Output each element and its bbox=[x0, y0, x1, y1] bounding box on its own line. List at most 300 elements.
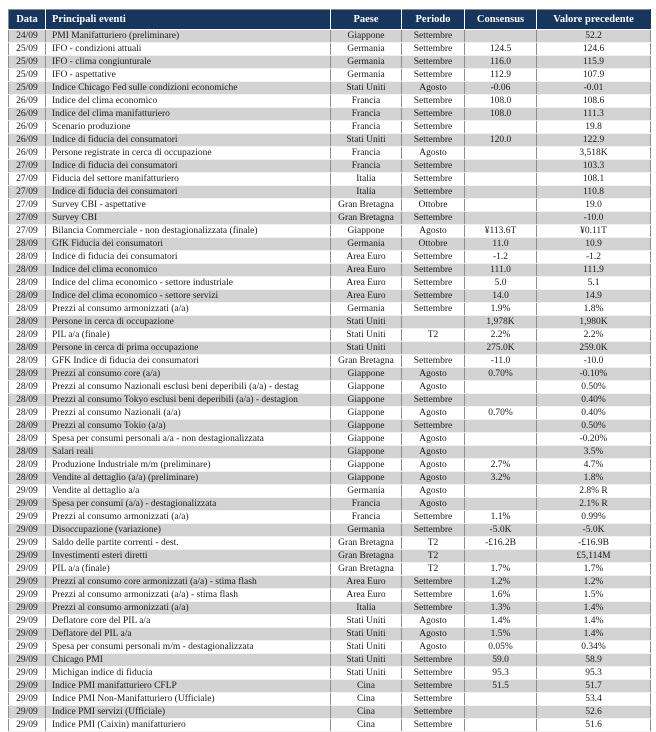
cell-event: Indice PMI Non-Manifatturiero (Ufficiale) bbox=[46, 693, 331, 706]
cell-country: Area Euro bbox=[331, 290, 402, 303]
cell-consensus: 59.0 bbox=[465, 654, 537, 667]
cell-consensus bbox=[465, 121, 537, 134]
cell-country: Giappone bbox=[331, 472, 402, 485]
cell-date: 28/09 bbox=[9, 394, 46, 407]
cell-date: 27/09 bbox=[9, 199, 46, 212]
cell-date: 29/09 bbox=[9, 576, 46, 589]
cell-country: Area Euro bbox=[331, 264, 402, 277]
cell-event: PIL a/a (finale) bbox=[46, 563, 331, 576]
cell-previous-value: -5.0K bbox=[537, 524, 651, 537]
cell-date: 25/09 bbox=[9, 82, 46, 95]
cell-country: Francia bbox=[331, 108, 402, 121]
cell-consensus: 0.05% bbox=[465, 641, 537, 654]
cell-period: T2 bbox=[402, 563, 465, 576]
cell-previous-value: 111.9 bbox=[537, 264, 651, 277]
table-row bbox=[9, 719, 651, 732]
cell-previous-value: -0.10% bbox=[537, 368, 651, 381]
cell-event: Bilancia Commerciale - non destagionalizzata (finale) bbox=[46, 225, 331, 238]
cell-consensus bbox=[465, 30, 537, 43]
cell-event: IFO - condizioni attuali bbox=[46, 43, 331, 56]
cell-country: Francia bbox=[331, 147, 402, 160]
cell-country: Giappone bbox=[331, 381, 402, 394]
cell-event: Prezzi al consumo Tokio (a/a) bbox=[46, 420, 331, 433]
cell-event: Prezzi al consumo core armonizzati (a/a) - stima flash bbox=[46, 576, 331, 589]
cell-event: Prezzi al consumo armonizzati (a/a) bbox=[46, 303, 331, 316]
cell-consensus: 11.0 bbox=[465, 238, 537, 251]
cell-country: Giappone bbox=[331, 30, 402, 43]
table-row bbox=[9, 693, 651, 706]
cell-country: Italia bbox=[331, 186, 402, 199]
cell-consensus bbox=[465, 498, 537, 511]
cell-period: Settembre bbox=[402, 602, 465, 615]
cell-previous-value: 122.9 bbox=[537, 134, 651, 147]
cell-event: Investimenti esteri diretti bbox=[46, 550, 331, 563]
cell-previous-value: 115.9 bbox=[537, 56, 651, 69]
cell-period: Agosto bbox=[402, 459, 465, 472]
table-row bbox=[9, 524, 651, 537]
economic-events-table bbox=[8, 9, 651, 732]
cell-consensus bbox=[465, 212, 537, 225]
table-row bbox=[9, 186, 651, 199]
table-row bbox=[9, 329, 651, 342]
cell-consensus: ¥113.6T bbox=[465, 225, 537, 238]
table-row bbox=[9, 628, 651, 641]
cell-event: Indice del clima economico - settore servizi bbox=[46, 290, 331, 303]
cell-previous-value: 19.8 bbox=[537, 121, 651, 134]
cell-event: Persone in cerca di occupazione bbox=[46, 316, 331, 329]
cell-country: Stati Uniti bbox=[331, 615, 402, 628]
table-row bbox=[9, 43, 651, 56]
cell-country: Giappone bbox=[331, 225, 402, 238]
cell-previous-value: 14.9 bbox=[537, 290, 651, 303]
cell-previous-value: 19.0 bbox=[537, 199, 651, 212]
cell-date: 29/09 bbox=[9, 654, 46, 667]
cell-previous-value: -10.0 bbox=[537, 212, 651, 225]
table-row bbox=[9, 355, 651, 368]
cell-date: 29/09 bbox=[9, 485, 46, 498]
cell-event: GFK Indice di fiducia dei consumatori bbox=[46, 355, 331, 368]
cell-event: Indice del clima economico - settore industriale bbox=[46, 277, 331, 290]
cell-period: Settembre bbox=[402, 524, 465, 537]
cell-date: 29/09 bbox=[9, 667, 46, 680]
cell-previous-value: 1.8% bbox=[537, 303, 651, 316]
cell-country: Italia bbox=[331, 602, 402, 615]
table-row bbox=[9, 407, 651, 420]
cell-event: Indice PMI servizi (Ufficiale) bbox=[46, 706, 331, 719]
cell-previous-value: 51.6 bbox=[537, 719, 651, 732]
cell-consensus: 51.5 bbox=[465, 680, 537, 693]
cell-period: Agosto bbox=[402, 641, 465, 654]
cell-period: T2 bbox=[402, 537, 465, 550]
cell-country: Giappone bbox=[331, 446, 402, 459]
table-row bbox=[9, 264, 651, 277]
cell-previous-value: 58.9 bbox=[537, 654, 651, 667]
cell-previous-value: -£16.9B bbox=[537, 537, 651, 550]
cell-previous-value: £5,114M bbox=[537, 550, 651, 563]
cell-consensus bbox=[465, 550, 537, 563]
cell-country: Stati Uniti bbox=[331, 134, 402, 147]
cell-previous-value: 3.5% bbox=[537, 446, 651, 459]
cell-country: Stati Uniti bbox=[331, 667, 402, 680]
table-row bbox=[9, 95, 651, 108]
cell-previous-value: 0.40% bbox=[537, 407, 651, 420]
cell-date: 27/09 bbox=[9, 212, 46, 225]
cell-date: 27/09 bbox=[9, 186, 46, 199]
cell-previous-value: 53.4 bbox=[537, 693, 651, 706]
cell-date: 26/09 bbox=[9, 95, 46, 108]
cell-consensus: 108.0 bbox=[465, 108, 537, 121]
table-row bbox=[9, 316, 651, 329]
table-row bbox=[9, 472, 651, 485]
cell-previous-value: 52.2 bbox=[537, 30, 651, 43]
table-row bbox=[9, 485, 651, 498]
cell-country: Cina bbox=[331, 719, 402, 732]
table-row bbox=[9, 589, 651, 602]
cell-consensus: 0.70% bbox=[465, 407, 537, 420]
cell-period: Settembre bbox=[402, 277, 465, 290]
cell-consensus: -£16.2B bbox=[465, 537, 537, 550]
cell-country: Stati Uniti bbox=[331, 641, 402, 654]
cell-date: 26/09 bbox=[9, 147, 46, 160]
cell-date: 28/09 bbox=[9, 251, 46, 264]
table-row bbox=[9, 459, 651, 472]
cell-country: Gran Bretagna bbox=[331, 550, 402, 563]
cell-previous-value: 1.2% bbox=[537, 576, 651, 589]
cell-consensus bbox=[465, 186, 537, 199]
cell-event: PIL a/a (finale) bbox=[46, 329, 331, 342]
cell-consensus: 1.4% bbox=[465, 615, 537, 628]
cell-country: Stati Uniti bbox=[331, 342, 402, 355]
table-row bbox=[9, 30, 651, 43]
cell-event: Spesa per consumi personali m/m - destagionalizzata bbox=[46, 641, 331, 654]
cell-period: Agosto bbox=[402, 472, 465, 485]
cell-consensus: 120.0 bbox=[465, 134, 537, 147]
cell-date: 29/09 bbox=[9, 589, 46, 602]
table-row bbox=[9, 433, 651, 446]
cell-period: Settembre bbox=[402, 693, 465, 706]
cell-consensus bbox=[465, 706, 537, 719]
cell-period: Ottobre bbox=[402, 199, 465, 212]
cell-date: 27/09 bbox=[9, 173, 46, 186]
cell-event: Salari reali bbox=[46, 446, 331, 459]
cell-consensus bbox=[465, 147, 537, 160]
cell-period: Settembre bbox=[402, 30, 465, 43]
table-row bbox=[9, 69, 651, 82]
cell-date: 29/09 bbox=[9, 719, 46, 732]
cell-period: Settembre bbox=[402, 95, 465, 108]
cell-event: Disoccupazione (variazione) bbox=[46, 524, 331, 537]
table-row bbox=[9, 368, 651, 381]
cell-consensus bbox=[465, 693, 537, 706]
table-row bbox=[9, 550, 651, 563]
cell-period: Agosto bbox=[402, 368, 465, 381]
table-row bbox=[9, 82, 651, 95]
cell-event: Produzione Industriale m/m (preliminare) bbox=[46, 459, 331, 472]
cell-country: Stati Uniti bbox=[331, 82, 402, 95]
cell-date: 26/09 bbox=[9, 134, 46, 147]
cell-previous-value: 0.50% bbox=[537, 381, 651, 394]
cell-event: Survey CBI bbox=[46, 212, 331, 225]
table-row bbox=[9, 238, 651, 251]
cell-previous-value: -0.20% bbox=[537, 433, 651, 446]
cell-previous-value: 2.2% bbox=[537, 329, 651, 342]
cell-country: Stati Uniti bbox=[331, 628, 402, 641]
cell-previous-value: 103.3 bbox=[537, 160, 651, 173]
table-row bbox=[9, 576, 651, 589]
cell-consensus: 112.9 bbox=[465, 69, 537, 82]
cell-date: 25/09 bbox=[9, 56, 46, 69]
cell-country: Area Euro bbox=[331, 589, 402, 602]
cell-country: Area Euro bbox=[331, 277, 402, 290]
cell-country: Giappone bbox=[331, 407, 402, 420]
cell-previous-value: 4.7% bbox=[537, 459, 651, 472]
cell-previous-value: 1.8% bbox=[537, 472, 651, 485]
cell-period: Settembre bbox=[402, 654, 465, 667]
cell-date: 29/09 bbox=[9, 628, 46, 641]
cell-event: Fiducia del settore manifatturiero bbox=[46, 173, 331, 186]
cell-date: 24/09 bbox=[9, 30, 46, 43]
cell-event: Michigan indice di fiducia bbox=[46, 667, 331, 680]
cell-date: 26/09 bbox=[9, 108, 46, 121]
cell-country: Giappone bbox=[331, 433, 402, 446]
cell-previous-value: -10.0 bbox=[537, 355, 651, 368]
cell-country: Giappone bbox=[331, 394, 402, 407]
table-row bbox=[9, 667, 651, 680]
cell-period: Settembre bbox=[402, 355, 465, 368]
cell-period: Settembre bbox=[402, 121, 465, 134]
column-header-date: Data bbox=[9, 10, 46, 30]
cell-previous-value: 2.1% R bbox=[537, 498, 651, 511]
cell-consensus bbox=[465, 160, 537, 173]
cell-period: Ottobre bbox=[402, 238, 465, 251]
cell-consensus bbox=[465, 381, 537, 394]
column-header-consensus: Consensus bbox=[465, 10, 537, 30]
cell-country: Germania bbox=[331, 69, 402, 82]
cell-date: 29/09 bbox=[9, 602, 46, 615]
table-row bbox=[9, 303, 651, 316]
cell-consensus: 124.5 bbox=[465, 43, 537, 56]
cell-consensus: -1.2 bbox=[465, 251, 537, 264]
cell-period: Settembre bbox=[402, 173, 465, 186]
cell-date: 28/09 bbox=[9, 381, 46, 394]
cell-country: Francia bbox=[331, 160, 402, 173]
cell-period: Settembre bbox=[402, 719, 465, 732]
cell-period: Settembre bbox=[402, 667, 465, 680]
table-body bbox=[9, 30, 651, 732]
cell-event: IFO - aspettative bbox=[46, 69, 331, 82]
cell-period: Agosto bbox=[402, 407, 465, 420]
table-row bbox=[9, 277, 651, 290]
cell-country: Francia bbox=[331, 498, 402, 511]
cell-consensus bbox=[465, 446, 537, 459]
cell-period: Agosto bbox=[402, 381, 465, 394]
cell-consensus: 1.3% bbox=[465, 602, 537, 615]
cell-country: Gran Bretagna bbox=[331, 563, 402, 576]
table-row bbox=[9, 537, 651, 550]
table-row bbox=[9, 134, 651, 147]
cell-previous-value: 1.7% bbox=[537, 563, 651, 576]
cell-previous-value: ¥0.11T bbox=[537, 225, 651, 238]
cell-date: 29/09 bbox=[9, 680, 46, 693]
cell-consensus: 1.1% bbox=[465, 511, 537, 524]
cell-previous-value: -0.01 bbox=[537, 82, 651, 95]
cell-period: Settembre bbox=[402, 680, 465, 693]
table-row bbox=[9, 147, 651, 160]
table-row bbox=[9, 420, 651, 433]
cell-consensus bbox=[465, 485, 537, 498]
cell-date: 29/09 bbox=[9, 693, 46, 706]
cell-previous-value: 51.7 bbox=[537, 680, 651, 693]
cell-period: Settembre bbox=[402, 264, 465, 277]
cell-date: 27/09 bbox=[9, 225, 46, 238]
cell-consensus: -11.0 bbox=[465, 355, 537, 368]
cell-event: Indice di fiducia dei consumatori bbox=[46, 251, 331, 264]
table-row bbox=[9, 251, 651, 264]
table-row bbox=[9, 121, 651, 134]
cell-consensus: 275.0K bbox=[465, 342, 537, 355]
cell-country: Area Euro bbox=[331, 576, 402, 589]
table-row bbox=[9, 173, 651, 186]
cell-country: Germania bbox=[331, 303, 402, 316]
cell-previous-value: 124.6 bbox=[537, 43, 651, 56]
cell-previous-value: 259.0K bbox=[537, 342, 651, 355]
cell-event: Vendite al dettaglio (a/a) (preliminare) bbox=[46, 472, 331, 485]
cell-country: Gran Bretagna bbox=[331, 199, 402, 212]
cell-consensus: 0.70% bbox=[465, 368, 537, 381]
table-row bbox=[9, 641, 651, 654]
column-header-events: Principali eventi bbox=[46, 10, 331, 30]
cell-event: Vendite al dettaglio a/a bbox=[46, 485, 331, 498]
cell-period: T2 bbox=[402, 550, 465, 563]
cell-event: Indice PMI (Caixin) manifatturiero bbox=[46, 719, 331, 732]
cell-event: Spesa per consumi (a/a) - destagionalizzata bbox=[46, 498, 331, 511]
cell-consensus: 2.2% bbox=[465, 329, 537, 342]
cell-event: Prezzi al consumo core (a/a) bbox=[46, 368, 331, 381]
cell-date: 28/09 bbox=[9, 446, 46, 459]
cell-previous-value: 5.1 bbox=[537, 277, 651, 290]
cell-event: Chicago PMI bbox=[46, 654, 331, 667]
cell-period: Settembre bbox=[402, 303, 465, 316]
cell-date: 28/09 bbox=[9, 459, 46, 472]
table-header-row bbox=[9, 10, 651, 30]
cell-previous-value: 1,980K bbox=[537, 316, 651, 329]
cell-period: Agosto bbox=[402, 628, 465, 641]
cell-period: Settembre bbox=[402, 394, 465, 407]
cell-consensus: 14.0 bbox=[465, 290, 537, 303]
cell-date: 25/09 bbox=[9, 69, 46, 82]
cell-date: 29/09 bbox=[9, 563, 46, 576]
table-row bbox=[9, 602, 651, 615]
cell-previous-value: 110.8 bbox=[537, 186, 651, 199]
cell-date: 28/09 bbox=[9, 316, 46, 329]
table-row bbox=[9, 615, 651, 628]
cell-event: Prezzi al consumo armonizzati (a/a) bbox=[46, 511, 331, 524]
cell-event: Spesa per consumi personali a/a - non destagionalizzata bbox=[46, 433, 331, 446]
cell-event: Prezzi al consumo armonizzati (a/a) - stima flash bbox=[46, 589, 331, 602]
cell-previous-value: 1.4% bbox=[537, 602, 651, 615]
cell-consensus: 111.0 bbox=[465, 264, 537, 277]
cell-date: 28/09 bbox=[9, 407, 46, 420]
cell-period: Settembre bbox=[402, 186, 465, 199]
cell-previous-value: 108.1 bbox=[537, 173, 651, 186]
cell-consensus bbox=[465, 420, 537, 433]
cell-country: Germania bbox=[331, 43, 402, 56]
cell-event: IFO - clima congiunturale bbox=[46, 56, 331, 69]
table-row bbox=[9, 394, 651, 407]
cell-consensus: 116.0 bbox=[465, 56, 537, 69]
cell-date: 29/09 bbox=[9, 537, 46, 550]
cell-period: Settembre bbox=[402, 56, 465, 69]
cell-previous-value: 0.34% bbox=[537, 641, 651, 654]
cell-event: Prezzi al consumo Nazionali (a/a) bbox=[46, 407, 331, 420]
cell-date: 28/09 bbox=[9, 342, 46, 355]
cell-date: 29/09 bbox=[9, 641, 46, 654]
cell-country: Giappone bbox=[331, 459, 402, 472]
cell-previous-value: -1.2 bbox=[537, 251, 651, 264]
cell-consensus: 1.5% bbox=[465, 628, 537, 641]
cell-previous-value: 3,518K bbox=[537, 147, 651, 160]
cell-period: Settembre bbox=[402, 160, 465, 173]
cell-consensus: 1.6% bbox=[465, 589, 537, 602]
cell-country: Italia bbox=[331, 173, 402, 186]
column-header-period: Periodo bbox=[402, 10, 465, 30]
cell-event: Persone in cerca di prima occupazione bbox=[46, 342, 331, 355]
cell-previous-value: 108.6 bbox=[537, 95, 651, 108]
table-row bbox=[9, 160, 651, 173]
cell-date: 28/09 bbox=[9, 303, 46, 316]
cell-period bbox=[402, 342, 465, 355]
cell-date: 29/09 bbox=[9, 706, 46, 719]
cell-consensus: 1.2% bbox=[465, 576, 537, 589]
cell-previous-value: 2.8% R bbox=[537, 485, 651, 498]
cell-country: Giappone bbox=[331, 420, 402, 433]
cell-period: Settembre bbox=[402, 108, 465, 121]
cell-date: 28/09 bbox=[9, 290, 46, 303]
cell-date: 25/09 bbox=[9, 43, 46, 56]
table-row bbox=[9, 381, 651, 394]
cell-consensus: 3.2% bbox=[465, 472, 537, 485]
column-header-previous-value: Valore precedente bbox=[537, 10, 651, 30]
cell-event: Deflatore core del PIL a/a bbox=[46, 615, 331, 628]
cell-period: Settembre bbox=[402, 251, 465, 264]
cell-event: Prezzi al consumo Nazionali esclusi beni deperibili (a/a) - destag bbox=[46, 381, 331, 394]
cell-consensus: 5.0 bbox=[465, 277, 537, 290]
cell-date: 29/09 bbox=[9, 511, 46, 524]
cell-country: Stati Uniti bbox=[331, 654, 402, 667]
cell-event: GfK Fiducia dei consumatori bbox=[46, 238, 331, 251]
cell-date: 29/09 bbox=[9, 524, 46, 537]
cell-consensus: 1,978K bbox=[465, 316, 537, 329]
cell-date: 29/09 bbox=[9, 550, 46, 563]
cell-event: Indice PMI manifatturiero CFLP bbox=[46, 680, 331, 693]
cell-period: Agosto bbox=[402, 225, 465, 238]
cell-period: Settembre bbox=[402, 134, 465, 147]
cell-previous-value: 95.3 bbox=[537, 667, 651, 680]
cell-event: Indice del clima economico bbox=[46, 95, 331, 108]
table-row bbox=[9, 199, 651, 212]
cell-country: Francia bbox=[331, 121, 402, 134]
cell-period: Agosto bbox=[402, 82, 465, 95]
table-row bbox=[9, 108, 651, 121]
cell-consensus bbox=[465, 719, 537, 732]
cell-consensus: 95.3 bbox=[465, 667, 537, 680]
cell-period: T2 bbox=[402, 329, 465, 342]
table-row bbox=[9, 511, 651, 524]
cell-country: Stati Uniti bbox=[331, 316, 402, 329]
cell-country: Germania bbox=[331, 238, 402, 251]
cell-date: 28/09 bbox=[9, 264, 46, 277]
cell-period: Settembre bbox=[402, 589, 465, 602]
